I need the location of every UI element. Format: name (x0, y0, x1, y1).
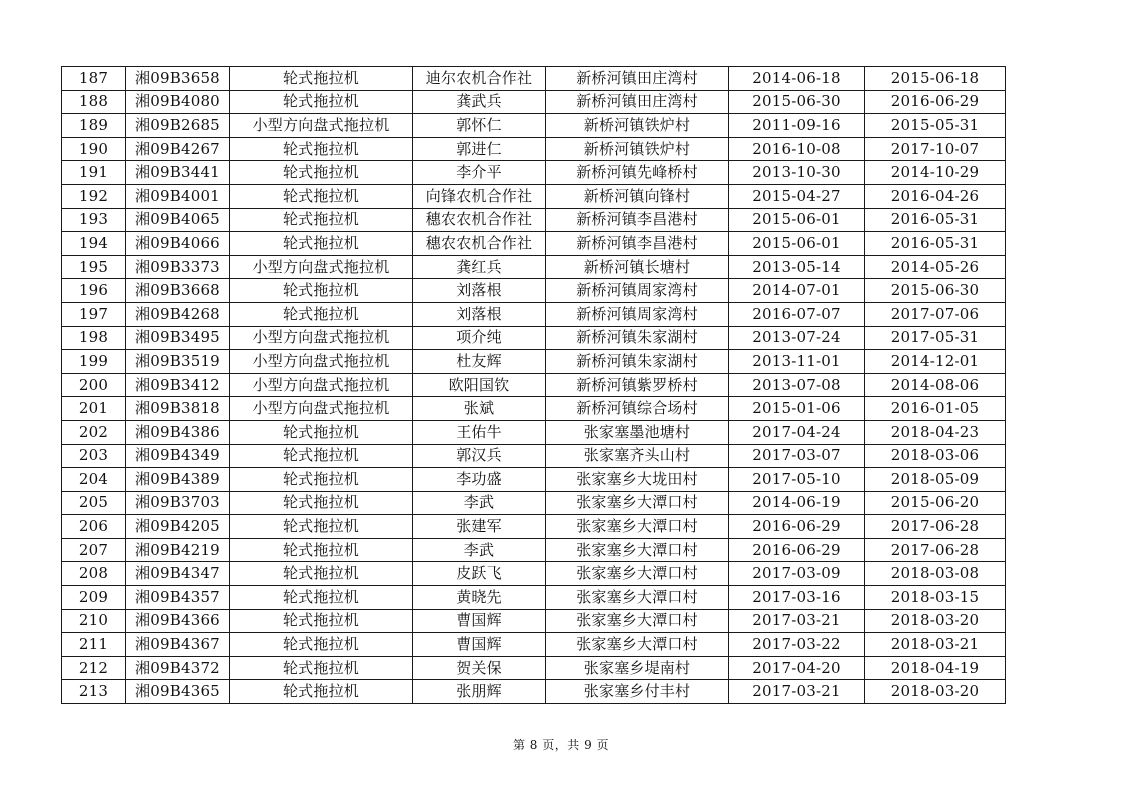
row-number-cell: 189 (62, 114, 126, 138)
plate-number-cell: 湘09B4357 (126, 586, 230, 610)
vehicle-type-cell: 轮式拖拉机 (230, 302, 413, 326)
owner-cell: 郭怀仁 (413, 114, 546, 138)
vehicle-type-cell: 轮式拖拉机 (230, 633, 413, 657)
row-number-cell: 192 (62, 184, 126, 208)
row-number-cell: 207 (62, 538, 126, 562)
row-number-cell: 209 (62, 586, 126, 610)
vehicle-type-cell: 小型方向盘式拖拉机 (230, 397, 413, 421)
owner-cell: 郭汉兵 (413, 444, 546, 468)
table-row (62, 468, 1006, 492)
row-number-cell: 208 (62, 562, 126, 586)
start-date-cell: 2014-06-19 (729, 491, 865, 515)
table-row (62, 326, 1006, 350)
owner-cell: 李功盛 (413, 468, 546, 492)
owner-cell: 曹国辉 (413, 609, 546, 633)
vehicle-type-cell: 小型方向盘式拖拉机 (230, 114, 413, 138)
address-cell: 张家塞乡付丰村 (546, 680, 729, 704)
owner-cell: 张建军 (413, 515, 546, 539)
end-date-cell: 2017-07-06 (865, 302, 1006, 326)
owner-cell: 龚武兵 (413, 90, 546, 114)
address-cell: 新桥河镇长塘村 (546, 255, 729, 279)
owner-cell: 欧阳国钦 (413, 373, 546, 397)
end-date-cell: 2014-12-01 (865, 350, 1006, 374)
start-date-cell: 2013-11-01 (729, 350, 865, 374)
table-row (62, 302, 1006, 326)
row-number-cell: 198 (62, 326, 126, 350)
table-row (62, 609, 1006, 633)
start-date-cell: 2017-03-09 (729, 562, 865, 586)
table-row (62, 137, 1006, 161)
vehicle-type-cell: 轮式拖拉机 (230, 586, 413, 610)
vehicle-type-cell: 轮式拖拉机 (230, 468, 413, 492)
start-date-cell: 2017-03-21 (729, 680, 865, 704)
end-date-cell: 2018-03-20 (865, 609, 1006, 633)
vehicle-type-cell: 轮式拖拉机 (230, 444, 413, 468)
start-date-cell: 2017-03-22 (729, 633, 865, 657)
owner-cell: 穗农农机合作社 (413, 208, 546, 232)
owner-cell: 王佑牛 (413, 420, 546, 444)
table-row (62, 114, 1006, 138)
address-cell: 张家塞乡大潭口村 (546, 515, 729, 539)
start-date-cell: 2016-06-29 (729, 515, 865, 539)
start-date-cell: 2017-03-21 (729, 609, 865, 633)
row-number-cell: 204 (62, 468, 126, 492)
start-date-cell: 2013-05-14 (729, 255, 865, 279)
owner-cell: 皮跃飞 (413, 562, 546, 586)
end-date-cell: 2015-06-18 (865, 67, 1006, 91)
table-row (62, 67, 1006, 91)
end-date-cell: 2017-10-07 (865, 137, 1006, 161)
start-date-cell: 2015-01-06 (729, 397, 865, 421)
vehicle-type-cell: 轮式拖拉机 (230, 515, 413, 539)
plate-number-cell: 湘09B3658 (126, 67, 230, 91)
row-number-cell: 193 (62, 208, 126, 232)
plate-number-cell: 湘09B4386 (126, 420, 230, 444)
plate-number-cell: 湘09B4389 (126, 468, 230, 492)
table-row (62, 680, 1006, 704)
table-row (62, 255, 1006, 279)
address-cell: 新桥河镇铁炉村 (546, 137, 729, 161)
address-cell: 新桥河镇紫罗桥村 (546, 373, 729, 397)
address-cell: 张家塞齐头山村 (546, 444, 729, 468)
vehicle-type-cell: 轮式拖拉机 (230, 609, 413, 633)
owner-cell: 曹国辉 (413, 633, 546, 657)
table-row (62, 350, 1006, 374)
row-number-cell: 191 (62, 161, 126, 185)
table-row (62, 232, 1006, 256)
row-number-cell: 212 (62, 656, 126, 680)
start-date-cell: 2015-04-27 (729, 184, 865, 208)
plate-number-cell: 湘09B3519 (126, 350, 230, 374)
owner-cell: 郭进仁 (413, 137, 546, 161)
vehicle-type-cell: 小型方向盘式拖拉机 (230, 373, 413, 397)
owner-cell: 刘落根 (413, 302, 546, 326)
vehicle-type-cell: 小型方向盘式拖拉机 (230, 350, 413, 374)
end-date-cell: 2018-04-19 (865, 656, 1006, 680)
row-number-cell: 205 (62, 491, 126, 515)
start-date-cell: 2014-07-01 (729, 279, 865, 303)
plate-number-cell: 湘09B4219 (126, 538, 230, 562)
vehicle-type-cell: 轮式拖拉机 (230, 562, 413, 586)
address-cell: 新桥河镇田庄湾村 (546, 90, 729, 114)
address-cell: 张家塞墨池塘村 (546, 420, 729, 444)
address-cell: 新桥河镇铁炉村 (546, 114, 729, 138)
table-row (62, 633, 1006, 657)
address-cell: 张家塞乡大潭口村 (546, 562, 729, 586)
vehicle-type-cell: 轮式拖拉机 (230, 67, 413, 91)
start-date-cell: 2016-10-08 (729, 137, 865, 161)
table-row (62, 208, 1006, 232)
owner-cell: 李武 (413, 491, 546, 515)
start-date-cell: 2017-04-24 (729, 420, 865, 444)
table-row (62, 491, 1006, 515)
row-number-cell: 202 (62, 420, 126, 444)
owner-cell: 龚红兵 (413, 255, 546, 279)
address-cell: 新桥河镇向锋村 (546, 184, 729, 208)
vehicle-type-cell: 轮式拖拉机 (230, 184, 413, 208)
end-date-cell: 2016-04-26 (865, 184, 1006, 208)
table-row (62, 161, 1006, 185)
row-number-cell: 210 (62, 609, 126, 633)
address-cell: 新桥河镇田庄湾村 (546, 67, 729, 91)
start-date-cell: 2014-06-18 (729, 67, 865, 91)
start-date-cell: 2013-07-08 (729, 373, 865, 397)
vehicle-type-cell: 轮式拖拉机 (230, 656, 413, 680)
address-cell: 张家塞乡大潭口村 (546, 633, 729, 657)
table-row (62, 538, 1006, 562)
table-row (62, 562, 1006, 586)
vehicle-type-cell: 轮式拖拉机 (230, 161, 413, 185)
plate-number-cell: 湘09B4366 (126, 609, 230, 633)
vehicle-type-cell: 轮式拖拉机 (230, 279, 413, 303)
row-number-cell: 190 (62, 137, 126, 161)
vehicle-type-cell: 轮式拖拉机 (230, 232, 413, 256)
row-number-cell: 197 (62, 302, 126, 326)
address-cell: 张家塞乡大垅田村 (546, 468, 729, 492)
owner-cell: 李介平 (413, 161, 546, 185)
address-cell: 张家塞乡大潭口村 (546, 586, 729, 610)
table-row (62, 515, 1006, 539)
address-cell: 新桥河镇周家湾村 (546, 302, 729, 326)
plate-number-cell: 湘09B4080 (126, 90, 230, 114)
owner-cell: 迪尔农机合作社 (413, 67, 546, 91)
owner-cell: 项介纯 (413, 326, 546, 350)
table-row (62, 397, 1006, 421)
start-date-cell: 2016-06-29 (729, 538, 865, 562)
vehicle-type-cell: 轮式拖拉机 (230, 137, 413, 161)
address-cell: 新桥河镇李昌港村 (546, 208, 729, 232)
row-number-cell: 213 (62, 680, 126, 704)
end-date-cell: 2018-03-15 (865, 586, 1006, 610)
address-cell: 张家塞乡大潭口村 (546, 538, 729, 562)
owner-cell: 刘落根 (413, 279, 546, 303)
plate-number-cell: 湘09B3441 (126, 161, 230, 185)
end-date-cell: 2015-05-31 (865, 114, 1006, 138)
end-date-cell: 2016-06-29 (865, 90, 1006, 114)
address-cell: 新桥河镇先峰桥村 (546, 161, 729, 185)
row-number-cell: 188 (62, 90, 126, 114)
start-date-cell: 2017-03-16 (729, 586, 865, 610)
owner-cell: 李武 (413, 538, 546, 562)
start-date-cell: 2017-04-20 (729, 656, 865, 680)
table-row (62, 420, 1006, 444)
row-number-cell: 199 (62, 350, 126, 374)
tractor-registration-table (61, 66, 1006, 704)
start-date-cell: 2013-10-30 (729, 161, 865, 185)
plate-number-cell: 湘09B3495 (126, 326, 230, 350)
end-date-cell: 2014-05-26 (865, 255, 1006, 279)
owner-cell: 张斌 (413, 397, 546, 421)
plate-number-cell: 湘09B4367 (126, 633, 230, 657)
end-date-cell: 2017-05-31 (865, 326, 1006, 350)
plate-number-cell: 湘09B4267 (126, 137, 230, 161)
owner-cell: 张朋辉 (413, 680, 546, 704)
plate-number-cell: 湘09B3668 (126, 279, 230, 303)
row-number-cell: 195 (62, 255, 126, 279)
table-row (62, 184, 1006, 208)
end-date-cell: 2014-08-06 (865, 373, 1006, 397)
start-date-cell: 2017-05-10 (729, 468, 865, 492)
row-number-cell: 196 (62, 279, 126, 303)
owner-cell: 贺关保 (413, 656, 546, 680)
row-number-cell: 187 (62, 67, 126, 91)
vehicle-type-cell: 轮式拖拉机 (230, 420, 413, 444)
end-date-cell: 2018-05-09 (865, 468, 1006, 492)
table-row (62, 656, 1006, 680)
start-date-cell: 2015-06-30 (729, 90, 865, 114)
plate-number-cell: 湘09B4365 (126, 680, 230, 704)
row-number-cell: 194 (62, 232, 126, 256)
plate-number-cell: 湘09B3703 (126, 491, 230, 515)
plate-number-cell: 湘09B3818 (126, 397, 230, 421)
start-date-cell: 2015-06-01 (729, 232, 865, 256)
end-date-cell: 2018-04-23 (865, 420, 1006, 444)
page-number-footer: 第 8 页，共 9 页 (512, 738, 610, 752)
vehicle-type-cell: 轮式拖拉机 (230, 538, 413, 562)
row-number-cell: 206 (62, 515, 126, 539)
end-date-cell: 2017-06-28 (865, 538, 1006, 562)
plate-number-cell: 湘09B3373 (126, 255, 230, 279)
address-cell: 张家塞乡大潭口村 (546, 491, 729, 515)
end-date-cell: 2016-05-31 (865, 232, 1006, 256)
end-date-cell: 2015-06-30 (865, 279, 1006, 303)
vehicle-type-cell: 轮式拖拉机 (230, 208, 413, 232)
table-row (62, 373, 1006, 397)
plate-number-cell: 湘09B4372 (126, 656, 230, 680)
table-row (62, 90, 1006, 114)
plate-number-cell: 湘09B4347 (126, 562, 230, 586)
plate-number-cell: 湘09B4205 (126, 515, 230, 539)
vehicle-type-cell: 轮式拖拉机 (230, 680, 413, 704)
plate-number-cell: 湘09B4066 (126, 232, 230, 256)
vehicle-type-cell: 轮式拖拉机 (230, 90, 413, 114)
address-cell: 张家塞乡大潭口村 (546, 609, 729, 633)
plate-number-cell: 湘09B4268 (126, 302, 230, 326)
address-cell: 新桥河镇朱家湖村 (546, 350, 729, 374)
end-date-cell: 2018-03-21 (865, 633, 1006, 657)
plate-number-cell: 湘09B4349 (126, 444, 230, 468)
vehicle-type-cell: 小型方向盘式拖拉机 (230, 326, 413, 350)
end-date-cell: 2016-01-05 (865, 397, 1006, 421)
start-date-cell: 2017-03-07 (729, 444, 865, 468)
owner-cell: 穗农农机合作社 (413, 232, 546, 256)
start-date-cell: 2013-07-24 (729, 326, 865, 350)
table-body (62, 67, 1006, 704)
start-date-cell: 2011-09-16 (729, 114, 865, 138)
owner-cell: 黄晓先 (413, 586, 546, 610)
address-cell: 新桥河镇周家湾村 (546, 279, 729, 303)
plate-number-cell: 湘09B3412 (126, 373, 230, 397)
plate-number-cell: 湘09B4001 (126, 184, 230, 208)
table-row (62, 279, 1006, 303)
vehicle-type-cell: 轮式拖拉机 (230, 491, 413, 515)
table-row (62, 586, 1006, 610)
address-cell: 新桥河镇朱家湖村 (546, 326, 729, 350)
start-date-cell: 2015-06-01 (729, 208, 865, 232)
plate-number-cell: 湘09B4065 (126, 208, 230, 232)
end-date-cell: 2015-06-20 (865, 491, 1006, 515)
address-cell: 张家塞乡堤南村 (546, 656, 729, 680)
address-cell: 新桥河镇李昌港村 (546, 232, 729, 256)
end-date-cell: 2018-03-08 (865, 562, 1006, 586)
plate-number-cell: 湘09B2685 (126, 114, 230, 138)
start-date-cell: 2016-07-07 (729, 302, 865, 326)
row-number-cell: 201 (62, 397, 126, 421)
end-date-cell: 2014-10-29 (865, 161, 1006, 185)
owner-cell: 向锋农机合作社 (413, 184, 546, 208)
owner-cell: 杜友辉 (413, 350, 546, 374)
end-date-cell: 2018-03-20 (865, 680, 1006, 704)
row-number-cell: 203 (62, 444, 126, 468)
table-row (62, 444, 1006, 468)
row-number-cell: 200 (62, 373, 126, 397)
end-date-cell: 2017-06-28 (865, 515, 1006, 539)
address-cell: 新桥河镇综合场村 (546, 397, 729, 421)
end-date-cell: 2016-05-31 (865, 208, 1006, 232)
row-number-cell: 211 (62, 633, 126, 657)
vehicle-type-cell: 小型方向盘式拖拉机 (230, 255, 413, 279)
end-date-cell: 2018-03-06 (865, 444, 1006, 468)
